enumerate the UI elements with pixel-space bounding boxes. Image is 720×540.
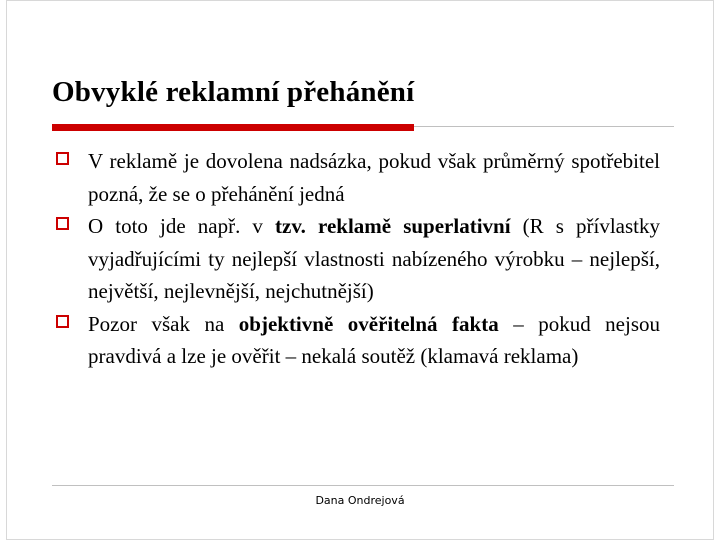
square-bullet-icon <box>56 152 69 165</box>
bullet-item-3 <box>52 308 660 373</box>
bullet-text: O toto jde např. v <box>88 214 276 238</box>
bullet-text: V reklamě je dovolena nadsázka, pokud však průměrný spotřebitel pozná, že se o přehánění jedná <box>88 149 660 206</box>
title-accent-bar <box>52 124 414 131</box>
slide-title: Obvyklé reklamní přehánění <box>52 76 415 108</box>
bullet-item-1 <box>52 145 660 210</box>
square-bullet-icon <box>56 315 69 328</box>
footer-author: Dana Ondrejová <box>315 494 405 507</box>
footer-divider <box>52 485 674 486</box>
bullet-list <box>52 145 660 373</box>
bullet-text: Pozor však na <box>88 311 239 336</box>
bullet-text: (R s přívlastky vyjadřujícími ty nejlepší vlastnosti nabízeného výrobku – nejlepší, největší, nejlevnější, nejchutnější) <box>88 214 660 303</box>
bullet-item-2 <box>52 210 660 308</box>
bullet-text: – pokud nejsou pravdivá a lze je ověřit – nekalá soutěž (klamavá reklama) <box>88 311 660 368</box>
bullet-emphasis: tzv. reklamě superlativní <box>275 214 511 238</box>
bullet-emphasis: objektivně ověřitelná fakta <box>238 311 499 336</box>
square-bullet-icon <box>56 217 69 230</box>
